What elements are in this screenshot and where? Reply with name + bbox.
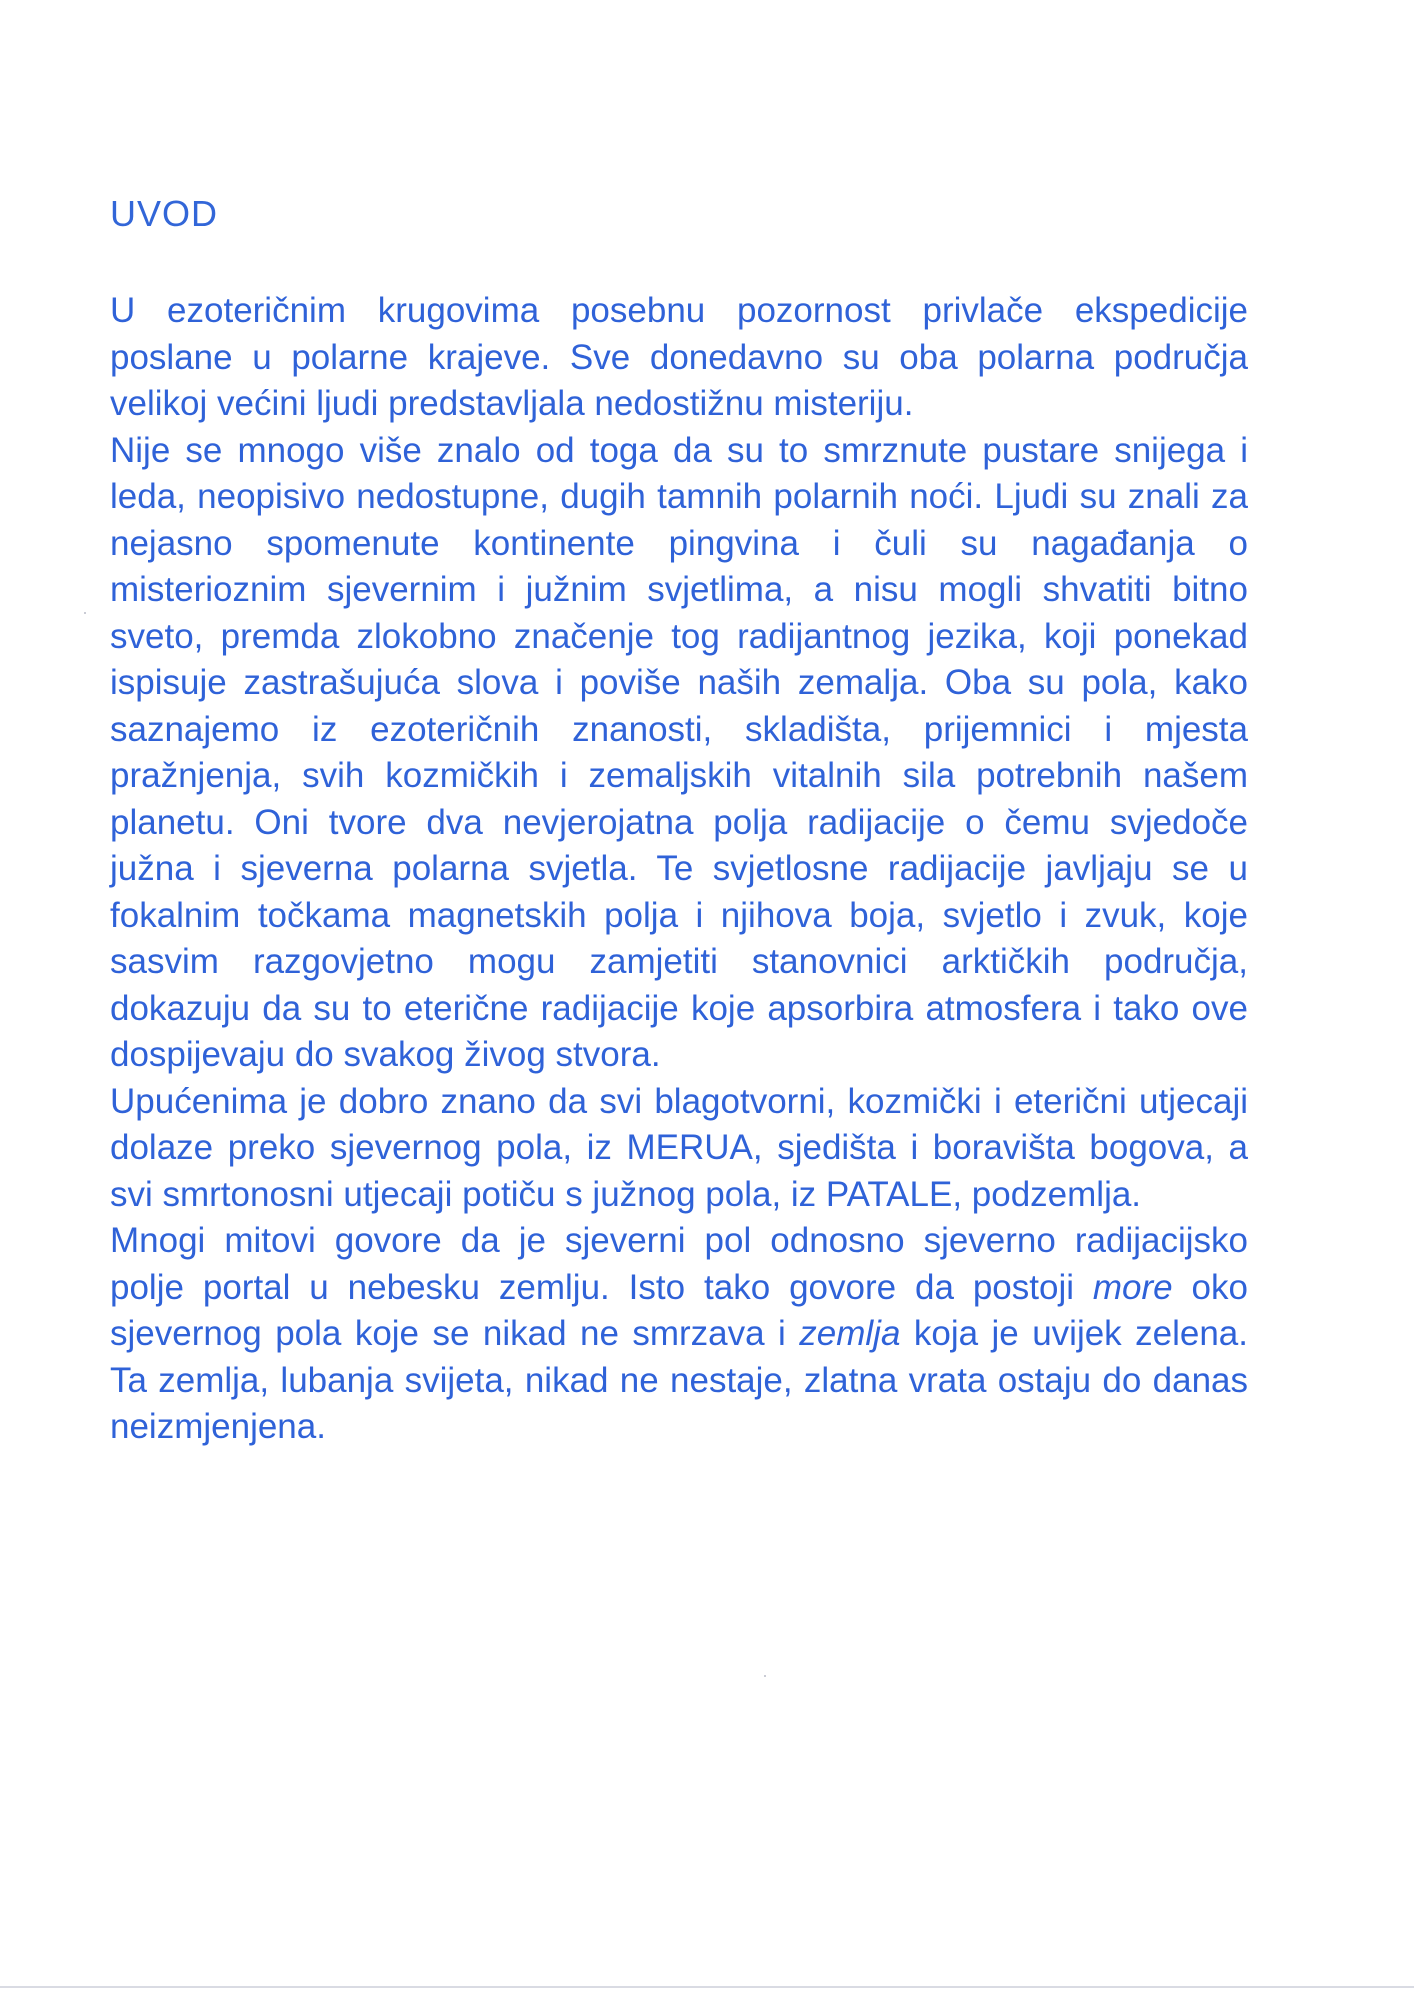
paragraph-4-italic-2: zemlja bbox=[799, 1314, 901, 1353]
paragraph-4-part-1: Mnogi mitovi govore da je sjeverni pol odnosno sjeverno radijacijsko polje portal u nebesku zemlju. Isto tako govore da postoji bbox=[110, 1221, 1248, 1307]
scan-speck bbox=[84, 612, 86, 614]
paragraph-1: U ezoteričnim krugovima posebnu pozornost privlače ekspedicije poslane u polarne krajeve. Sve donedavno su oba polarna područja velikoj većini ljudi predstavljala nedostižnu misteriju. bbox=[110, 291, 1248, 423]
paragraph-2: Nije se mnogo više znalo od toga da su to smrznute pustare snijega i leda, neopisivo nedostupne, dugih tamnih polarnih noći. Ljudi su znali za nejasno spomenute kontinente pingvina i čuli su nagađanja o misterioznim sjevernim i južnim svjetlima, a nisu mogli shvatiti bitno sveto, premda zlokobno značenje tog radijantnog jezika, koji ponekad ispisuje zastrašujuća slova i poviše naših zemalja. Oba su pola, kako saznajemo iz ezoteričnih znanosti, skladišta, prijemnici i mjesta pražnjenja, svih kozmičkih i zemaljskih vitalnih sila potrebnih našem planetu. Oni tvore dva nevjerojatna polja radijacije o čemu svjedoče južna i sjeverna polarna svjetla. Te svjetlosne radijacije javljaju se u fokalnim točkama magnetskih polja i njihova boja, svjetlo i zvuk, koje sasvim razgovjetno mogu zamjetiti stanovnici arktičkih područja, dokazuju da su to eterične radijacije koje apsorbira atmosfera i tako ove dospijevaju do svakog živog stvora. bbox=[110, 430, 1248, 1074]
scan-edge-line bbox=[0, 1986, 1414, 1988]
scan-speck bbox=[764, 1675, 766, 1677]
paragraph-4 bbox=[110, 1218, 1248, 1451]
page-title: UVOD bbox=[110, 193, 219, 234]
paragraph-4-part-3: koja je uvijek zelena. Ta zemlja, lubanja svijeta, nikad ne nestaje, zlatna vrata ostaju do danas neizmjenjena. bbox=[110, 1314, 1248, 1446]
paragraph-4-italic-1: more bbox=[1092, 1267, 1173, 1307]
body-text bbox=[110, 288, 1248, 1451]
paragraph-3: Upućenima je dobro znano da svi blagotvorni, kozmički i eterični utjecaji dolaze preko sjevernog pola, iz MERUA, sjedišta i boravišta bogova, a svi smrtonosni utjecaji potiču s južnog pola, iz PATALE, podzemlja. bbox=[110, 1081, 1248, 1214]
paragraph-4-part-2: oko sjevernog pola koje se nikad ne smrzava i bbox=[110, 1267, 1248, 1353]
